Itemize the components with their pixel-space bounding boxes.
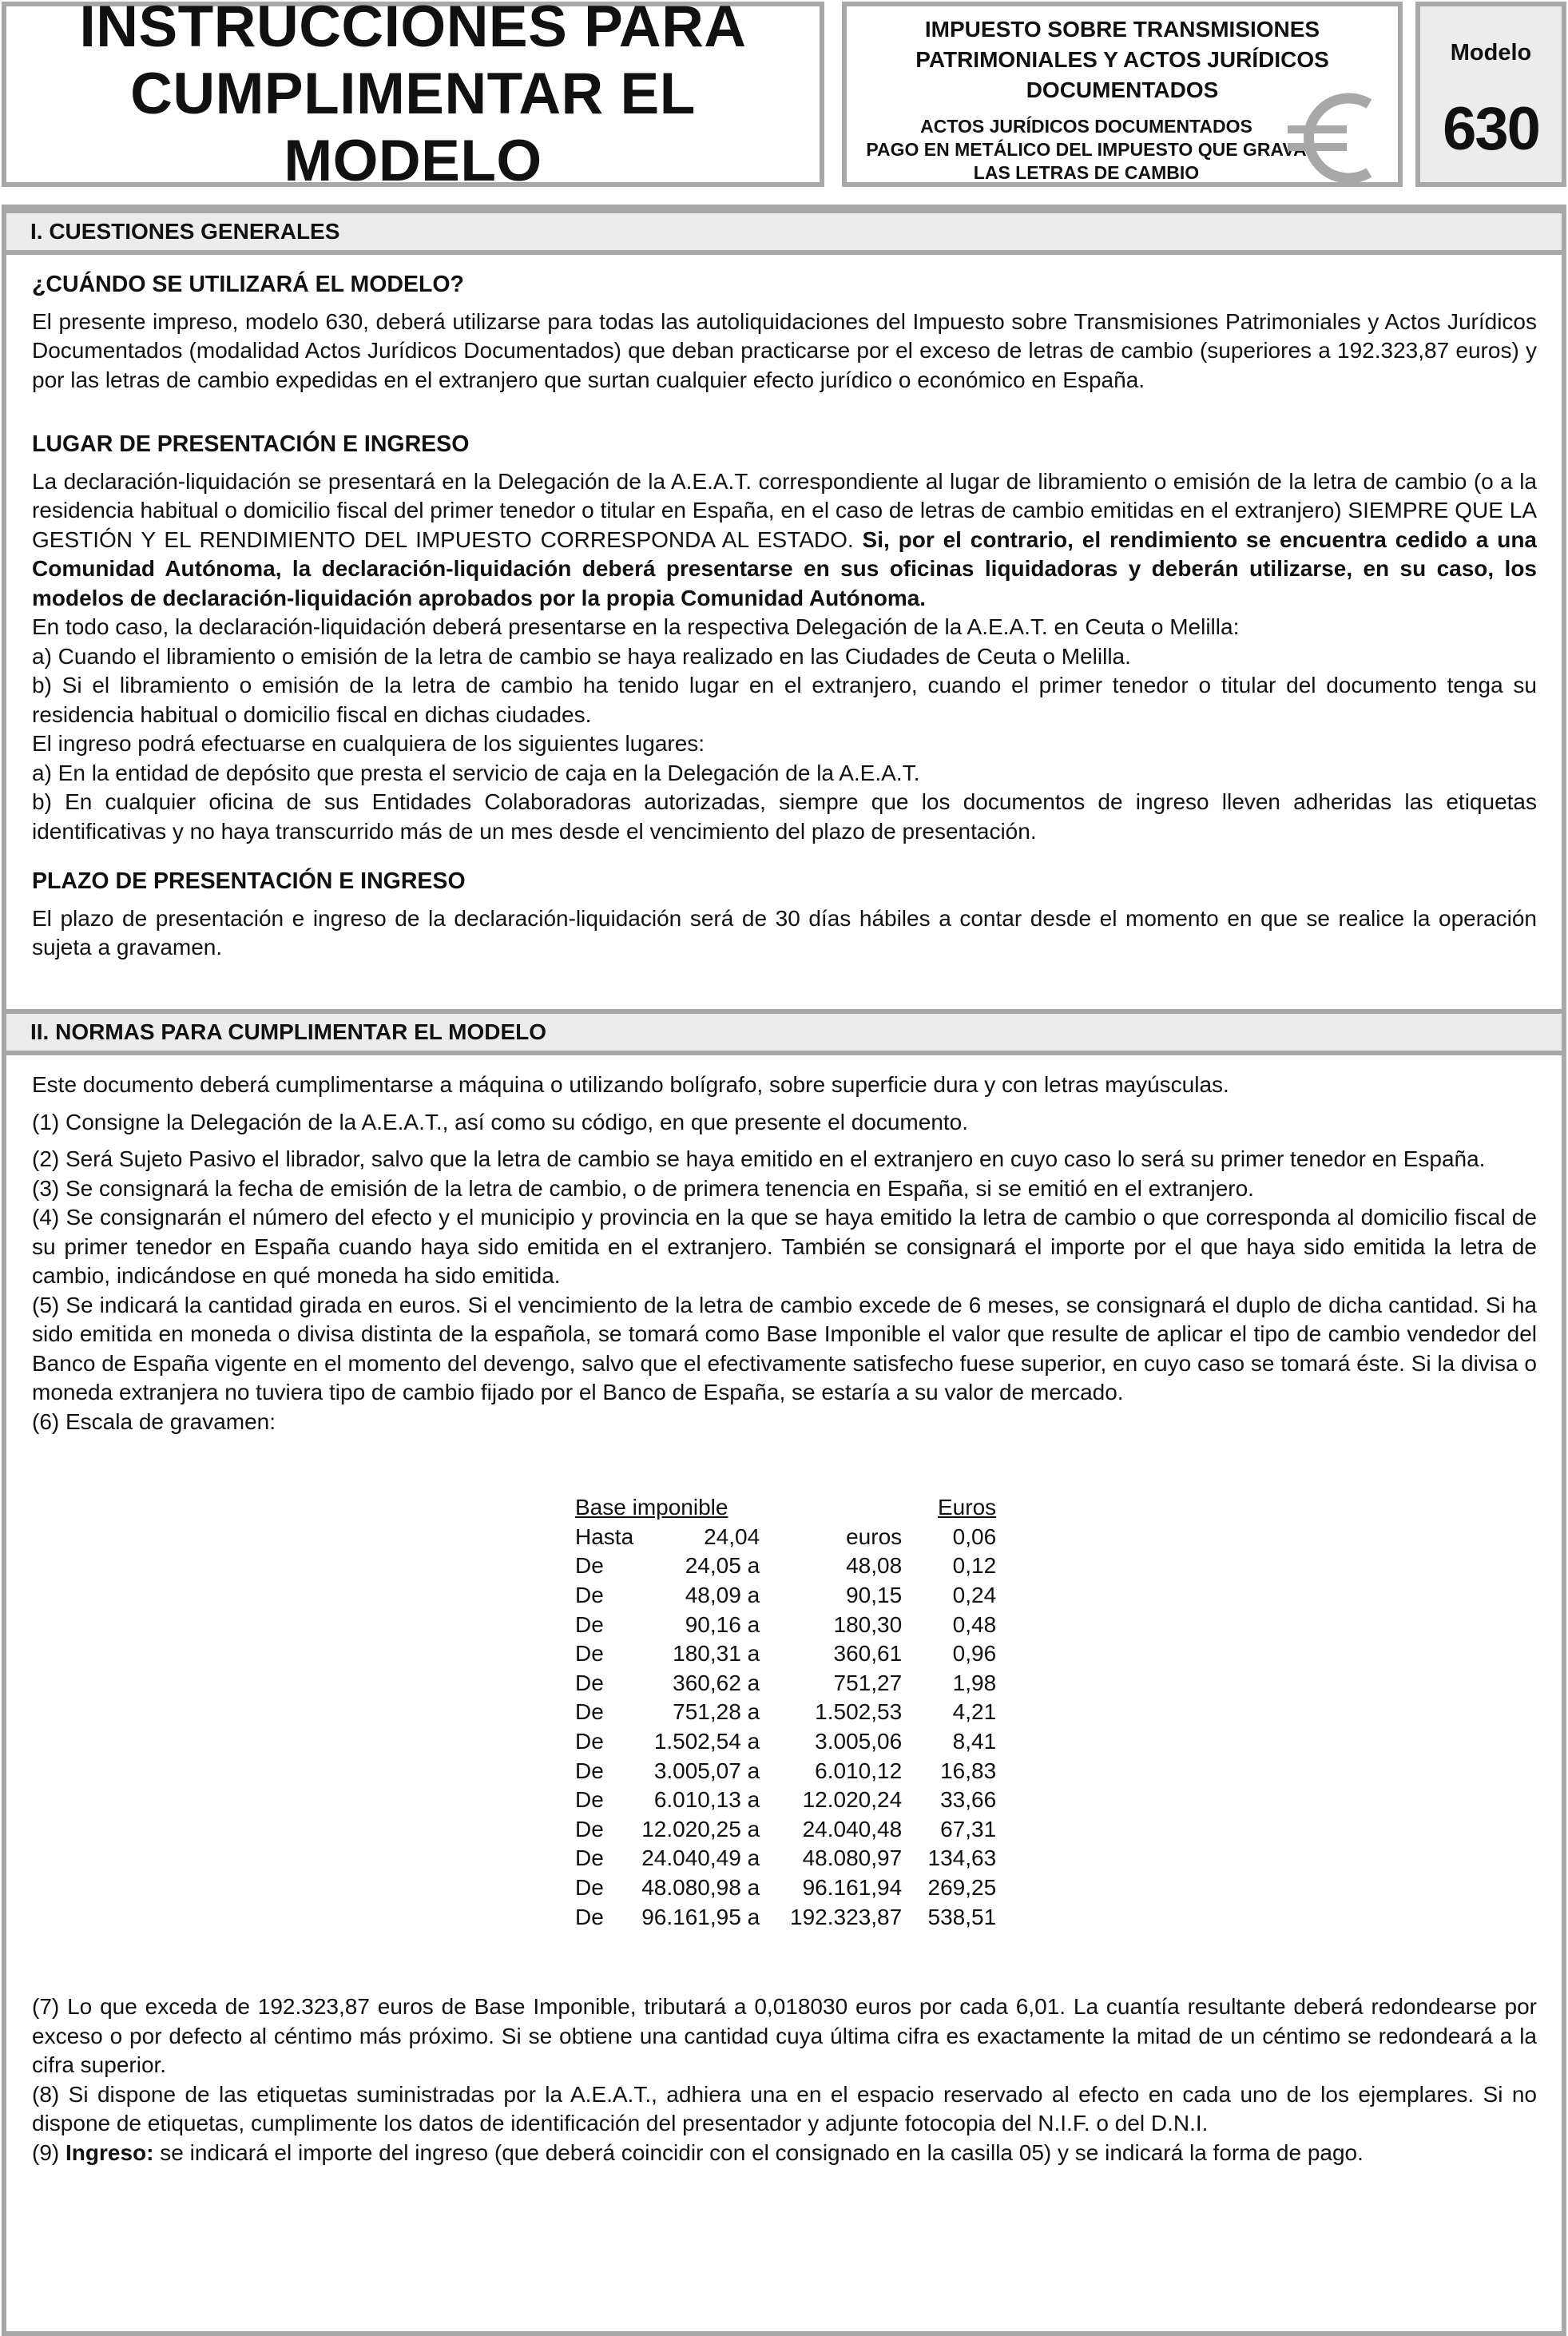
header-euros: Euros <box>938 1495 997 1520</box>
rule-9-bold: Ingreso: <box>65 2139 154 2165</box>
table-cell: 1.502,54 a <box>653 1729 760 1754</box>
model-box <box>1415 2 1566 187</box>
table-cell: 538,51 <box>927 1904 997 1929</box>
q2-line-1: En todo caso, la declaración-liquidación deberá presentarse en la respectiva Delegación de la A.E.A.T. en Ceuta o Melilla: <box>32 614 1240 639</box>
q2-text-bold: Si, por el contrario, el rendimiento se encuentra cedido a una Comunidad Autónoma, la declaración-liquidación deberá presentarse en sus oficinas liquidadoras y deberán utilizarse, en su caso, los modelos de declaración-liquidación aprobados por la propia Comunidad Autónoma. <box>32 526 1538 610</box>
sub-line-1: ACTOS JURÍDICOS DOCUMENTADOS <box>920 116 1252 137</box>
euro-icon <box>1283 86 1387 190</box>
table-row <box>575 1698 996 1727</box>
rule-4: (4) Se consignarán el número del efecto y el municipio y provincia en la que se haya emitido la letra de cambio o que corresponda al domicilio fiscal de su primer tenedor en España cuando haya sido emitida en el extranjero. También se consignará el importe por el que haya sido emitida la letra de cambio, indicándose en qué moneda ha sido emitida. <box>32 1205 1537 1288</box>
table-cell: 360,61 <box>833 1641 903 1667</box>
section-heading-rules: II. NORMAS PARA CUMPLIMENTAR EL MODELO <box>2 1009 1566 1055</box>
q2-paragraph <box>32 467 1537 614</box>
table-cell: 8,41 <box>952 1729 997 1754</box>
q2-title: LUGAR DE PRESENTACIÓN E INGRESO <box>32 431 470 457</box>
table-cell: 48,08 <box>846 1553 903 1579</box>
rule-7: (7) Lo que exceda de 192.323,87 euros de Base Imponible, tributará a 0,018030 euros por cada 6,01. La cuantía resultante deberá redondearse por exceso o por defecto al céntimo más próximo. Si se obtiene una cantidad cuya última cifra es exactamente la mitad de un céntimo se redondeará a la cifra superior. <box>32 1994 1537 2077</box>
tax-line-2: PATRIMONIALES Y ACTOS JURÍDICOS <box>915 47 1329 72</box>
table-cell: De <box>575 1699 604 1725</box>
table-row <box>575 1669 996 1698</box>
rule-1: (1) Consigne la Delegación de la A.E.A.T., así como su código, en que presente el documento. <box>32 1109 969 1134</box>
table-cell: 269,25 <box>927 1875 997 1901</box>
table-cell: De <box>575 1729 604 1754</box>
q3-title: PLAZO DE PRESENTACIÓN E INGRESO <box>32 868 466 894</box>
rule-9 <box>32 2139 1537 2168</box>
table-row <box>575 1551 996 1581</box>
table-row <box>575 1639 996 1669</box>
tax-line-1: IMPUESTO SOBRE TRANSMISIONES <box>924 17 1320 42</box>
table-row <box>575 1844 996 1873</box>
section-rules-body <box>32 1071 1537 1436</box>
q2-line-6: b) En cualquier oficina de sus Entidades Colaboradoras autorizadas, siempre que los documentos de ingreso lleven adheridas las etiquetas identificativas y no haya transcurrido más de un mes desde el vencimiento del plazo de presentación. <box>32 789 1537 844</box>
sub-line-2: PAGO EN METÁLICO DEL IMPUESTO QUE GRAVA <box>866 139 1307 160</box>
table-row <box>575 1523 996 1552</box>
table-cell: De <box>575 1758 604 1783</box>
rule-5: (5) Se indicará la cantidad girada en euros. Si el vencimiento de la letra de cambio excede de 6 meses, se consignará el duplo de dicha cantidad. Si ha sido emitida en moneda o divisa distinta de la española, se tomará como Base Imponible el valor que resulte de aplicar el tipo de cambio vendedor del Banco de España vigente en el momento del devengo, salvo que el efectivamente satisfecho fuese superior, en cuyo caso se tomará éste. Si la divisa o moneda extranjera no tuviera tipo de cambio fijado por el Banco de España, se estaría a su valor de mercado. <box>32 1292 1537 1404</box>
table-cell: De <box>575 1641 604 1667</box>
table-cell: 0,48 <box>952 1611 997 1637</box>
q2-line-4: El ingreso podrá efectuarse en cualquiera de los siguientes lugares: <box>32 731 705 756</box>
table-cell: 360,62 a <box>673 1670 760 1695</box>
table-cell: 24,04 <box>704 1524 760 1549</box>
table-cell: 24,05 a <box>685 1553 760 1579</box>
table-cell: 90,16 a <box>685 1611 760 1637</box>
rule-9-text: se indicará el importe del ingreso (que deberá coincidir con el consignado en la casilla 05) y se indicará la forma de pago. <box>153 2139 1364 2165</box>
table-cell: 4,21 <box>952 1699 997 1725</box>
rules-intro: Este documento deberá cumplimentarse a máquina o utilizando bolígrafo, sobre superficie dura y con letras mayúsculas. <box>32 1072 1229 1097</box>
table-cell: 96.161,94 <box>802 1875 903 1901</box>
header-base: Base imponible <box>575 1495 728 1520</box>
table-cell: 180,31 a <box>673 1641 760 1667</box>
table-cell: 1,98 <box>952 1670 997 1695</box>
table-cell: De <box>575 1583 604 1608</box>
q1-text: El presente impreso, modelo 630, deberá utilizarse para todas las autoliquidaciones del Impuesto sobre Transmisiones Patrimoniales y Actos Jurídicos Documentados (modalidad Actos Jurídicos Documentados) que deban practicarse por el exceso de letras de cambio (superiores a 192.323,87 euros) y por las letras de cambio expedidas en el extranjero que surtan cualquier efecto jurídico o económico en España. <box>32 308 1537 392</box>
table-cell: 0,12 <box>952 1553 997 1579</box>
table-cell: 0,24 <box>952 1583 997 1608</box>
rule-8: (8) Si dispone de las etiquetas suministradas por la A.E.A.T., adhiera una en el espacio reservado al efecto en cada uno de los ejemplares. Si no dispone de etiquetas, cumplimente los datos de identificación del presentador y adjunte fotocopia del N.I.F. o del D.N.I. <box>32 2081 1537 2135</box>
page-title <box>6 0 820 195</box>
table-cell: De <box>575 1611 604 1637</box>
q2-line-3: b) Si el libramiento o emisión de la letra de cambio ha tenido lugar en el extranjero, cuando el primer tenedor o titular del documento tenga su residencia habitual o domicilio fiscal en dichas ciudades. <box>32 673 1537 727</box>
table-row <box>575 1727 996 1757</box>
table-row <box>575 1873 996 1903</box>
q2-line-2: a) Cuando el libramiento o emisión de la letra de cambio se haya realizado en las Ciudades de Ceuta o Melilla. <box>32 643 1131 669</box>
table-row <box>575 1610 996 1639</box>
title-box <box>2 0 824 193</box>
table-cell: 24.040,49 a <box>641 1845 760 1871</box>
table-cell: 48.080,98 a <box>641 1875 760 1901</box>
table-cell: 1.502,53 <box>815 1699 903 1725</box>
rule-6: (6) Escala de gravamen: <box>32 1408 276 1434</box>
table-cell: 48.080,97 <box>802 1845 903 1871</box>
section-rules-footer <box>32 1992 1537 2167</box>
table-cell: 751,27 <box>833 1670 903 1695</box>
section-general-body <box>32 270 1537 963</box>
table-row <box>575 1815 996 1845</box>
q1-title: ¿CUÁNDO SE UTILIZARÁ EL MODELO? <box>32 272 464 297</box>
table-cell: De <box>575 1553 604 1579</box>
table-row <box>575 1581 996 1611</box>
rule-9-prefix: (9) <box>32 2139 65 2165</box>
table-cell: 3.005,07 a <box>653 1758 760 1783</box>
table-cell: De <box>575 1670 604 1695</box>
tax-line-3: DOCUMENTADOS <box>1026 77 1219 102</box>
table-cell: 180,30 <box>833 1611 903 1637</box>
table-cell: De <box>575 1787 604 1813</box>
table-cell: De <box>575 1816 604 1841</box>
model-number: 630 <box>1443 95 1539 163</box>
model-label: Modelo <box>1450 40 1532 66</box>
table-cell: 0,96 <box>952 1641 997 1667</box>
q2-text-normal: La declaración-liquidación se presentará en la Delegación de la A.E.A.T. correspondiente al lugar de libramiento o emisión de la letra de cambio (o a la residencia habitual o domicilio fiscal del primer tenedor o titular en España, en el caso de letras de cambio emitidas en el extranjero) SIEMPRE QUE LA GESTIÓN Y EL RENDIMIENTO DEL IMPUESTO CORRESPONDA AL ESTADO. <box>32 468 1537 552</box>
table-cell: 12.020,24 <box>802 1787 903 1813</box>
table-cell: 90,15 <box>846 1583 903 1608</box>
table-cell: 6.010,12 <box>815 1758 903 1783</box>
table-cell: 24.040,48 <box>802 1816 903 1841</box>
tax-scale-table <box>575 1493 996 1932</box>
table-cell: 751,28 a <box>673 1699 760 1725</box>
table-cell: De <box>575 1904 604 1929</box>
table-row <box>575 1756 996 1786</box>
table-cell: 33,66 <box>940 1787 997 1813</box>
table-cell: euros <box>846 1524 903 1549</box>
table-cell: 16,83 <box>940 1758 997 1783</box>
rule-3: (3) Se consignará la fecha de emisión de la letra de cambio, o de primera tenencia en España, si se emitió en el extranjero. <box>32 1175 1254 1201</box>
table-cell: 48,09 a <box>685 1583 760 1608</box>
tax-subtitle <box>847 115 1326 185</box>
table-cell: Hasta <box>575 1524 634 1549</box>
table-cell: 3.005,06 <box>815 1729 903 1754</box>
q2-line-5: a) En la entidad de depósito que presta el servicio de caja en la Delegación de la A.E.A.T. <box>32 760 920 785</box>
table-cell: De <box>575 1845 604 1871</box>
table-cell: 12.020,25 a <box>641 1816 760 1841</box>
table-cell: 0,06 <box>952 1524 997 1549</box>
q3-text: El plazo de presentación e ingreso de la declaración-liquidación será de 30 días hábiles a contar desde el momento en que se realice la operación sujeta a gravamen. <box>32 905 1537 959</box>
sub-line-3: LAS LETRAS DE CAMBIO <box>973 162 1200 183</box>
section-heading-general: I. CUESTIONES GENERALES <box>2 209 1566 255</box>
table-cell: 6.010,13 a <box>653 1787 760 1813</box>
table-cell: 134,63 <box>927 1845 997 1871</box>
tax-box <box>842 2 1403 187</box>
title-line-2: CUMPLIMENTAR EL MODELO <box>130 62 696 193</box>
table-cell: 192.323,87 <box>790 1904 903 1929</box>
table-header-row <box>575 1493 996 1523</box>
table-cell: De <box>575 1875 604 1901</box>
table-cell: 67,31 <box>940 1816 997 1841</box>
table-cell: 96.161,95 a <box>641 1904 760 1929</box>
title-line-1: INSTRUCCIONES PARA <box>79 0 747 59</box>
table-row <box>575 1902 996 1932</box>
table-row <box>575 1786 996 1815</box>
rule-2: (2) Será Sujeto Pasivo el librador, salvo que la letra de cambio se haya emitido en el extranjero en cuyo caso lo será su primer tenedor en España. <box>32 1146 1486 1171</box>
